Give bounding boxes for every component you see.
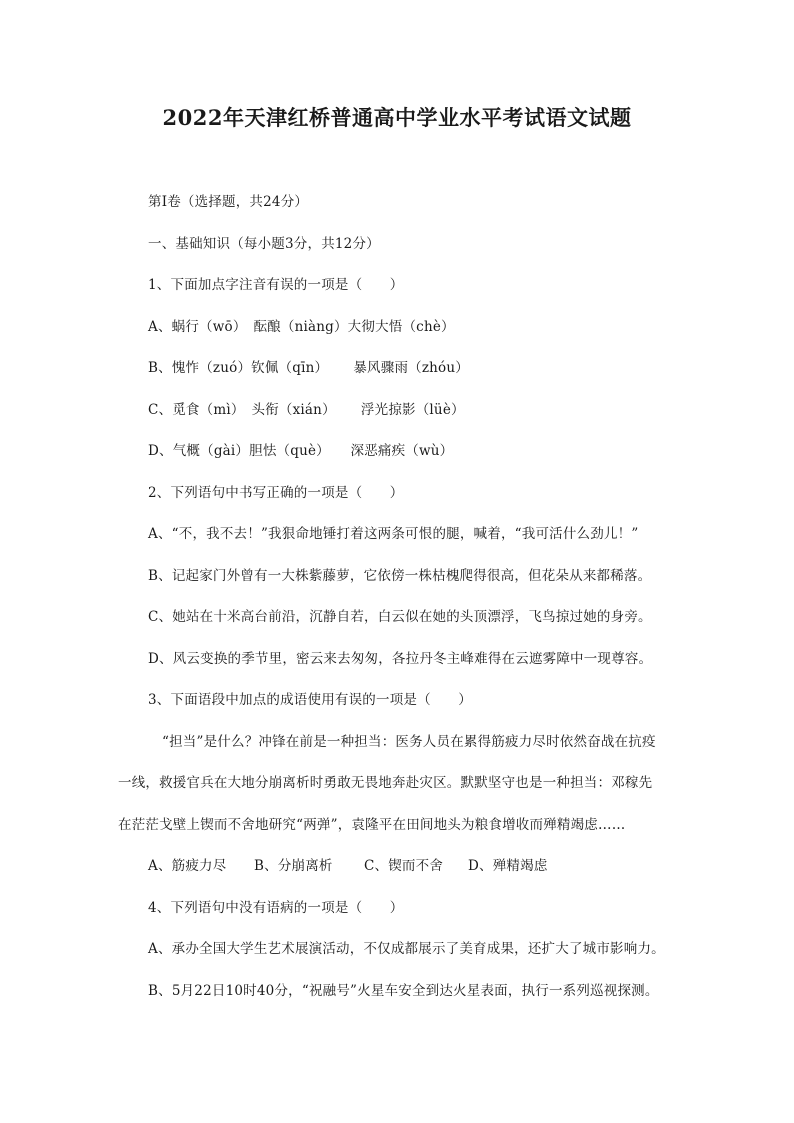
question-2-option-b: B、记起家门外曾有一大株紫藤萝，它依傍一株枯槐爬得很高，但花朵从来都稀落。 <box>148 568 652 584</box>
page-title: 2022年天津红桥普通高中学业水平考试语文试题 <box>162 105 632 130</box>
question-3-options <box>148 856 548 876</box>
question-4-option-a: A、承办全国大学生艺术展演活动，不仅成都展示了美育成果，还扩大了城市影响力。 <box>148 941 665 957</box>
question-3-stem: 3、下面语段中加点的成语使用有误的一项是（ ） <box>148 692 472 708</box>
question-4-option-b: B、5月22日10时40分，“祝融号”火星车安全到达火星表面，执行一系列巡视探测。 <box>148 983 659 999</box>
question-4-stem: 4、下列语句中没有语病的一项是（ ） <box>148 900 404 916</box>
question-1-option-d: D、气概（gài）胆怯（què） 深恶痛疾（wù） <box>148 443 454 459</box>
question-1-option-a: A、蜗行（wō） 酝酿（niàng）大彻大悟（chè） <box>148 319 455 335</box>
question-1-stem: 1、下面加点字注音有误的一项是（ ） <box>148 277 404 293</box>
part-one-header: 一、基础知识（每小题3分，共12分） <box>148 236 380 252</box>
question-3-passage-line-3: 在茫茫戈壁上锲而不舍地研究“两弹”，袁隆平在田间地头为粮食增收而殚精竭虑…… <box>118 817 626 833</box>
question-3-option-c: C、锲而不舍 <box>364 858 444 874</box>
question-1-option-b: B、愧怍（zuó）钦佩（qīn） 暴风骤雨（zhóu） <box>148 360 469 376</box>
question-1-option-c: C、觅食（mì） 头衔（xián） 浮光掠影（lüè） <box>148 402 465 418</box>
question-3-passage-line-1: “担当”是什么？冲锋在前是一种担当：医务人员在累得筋疲力尽时依然奋战在抗疫 <box>162 734 656 750</box>
question-2-option-c: C、她站在十米高台前沿，沉静自若，白云似在她的头顶漂浮，飞鸟掠过她的身旁。 <box>148 609 652 625</box>
question-2-stem: 2、下列语句中书写正确的一项是（ ） <box>148 485 404 501</box>
question-3-passage-line-2: 一线，救援官兵在大地分崩离析时勇敢无畏地奔赴灾区。默默坚守也是一种担当：邓稼先 <box>118 775 653 791</box>
section-header: 第Ⅰ卷（选择题，共24分） <box>148 194 309 210</box>
question-2-option-a: A、“不，我不去！”我狠命地锤打着这两条可恨的腿，喊着，“我可活什么劲儿！” <box>148 526 639 542</box>
question-3-option-a: A、筋疲力尽 <box>148 858 227 874</box>
question-3-option-d: D、殚精竭虑 <box>468 858 548 874</box>
question-3-option-b: B、分崩离析 <box>254 858 333 874</box>
question-2-option-d: D、风云变换的季节里，密云来去匆匆，各拉丹冬主峰难得在云遮雾障中一现尊容。 <box>148 651 653 667</box>
